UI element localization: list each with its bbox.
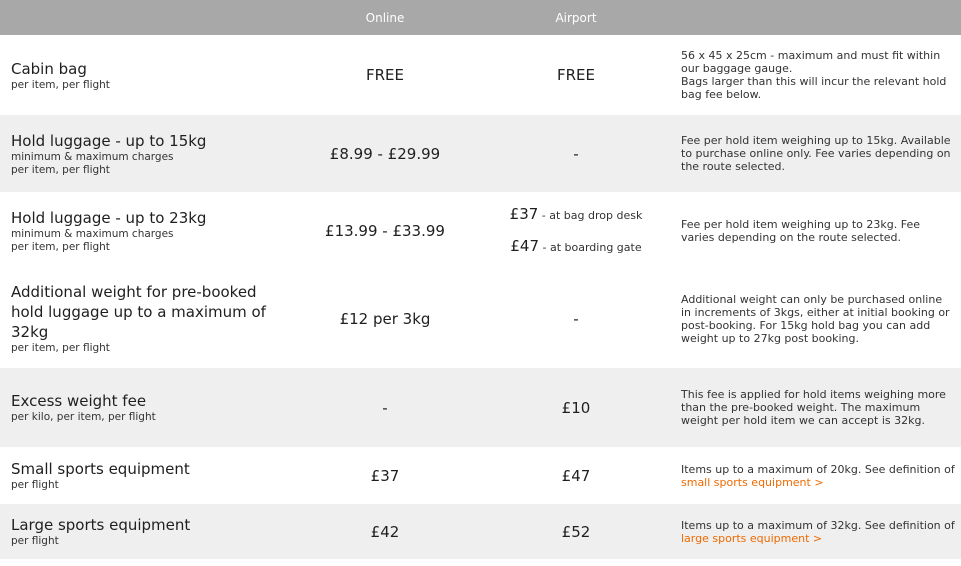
table-row-hold-15kg <box>0 115 961 192</box>
row-subtitle: per item, per flight <box>11 163 110 176</box>
online-price: £42 <box>370 522 400 541</box>
airport-price-line <box>480 199 672 231</box>
airport-price: - <box>573 309 579 328</box>
row-label <box>0 192 290 269</box>
row-label <box>0 368 290 447</box>
row-label <box>0 35 290 115</box>
row-title: Small sports equipment <box>11 460 190 478</box>
small-sports-equipment-link[interactable]: small sports equipment > <box>681 475 824 489</box>
row-title: Large sports equipment <box>11 516 191 534</box>
airport-price: £52 <box>561 522 591 541</box>
row-subtitle: per flight <box>11 535 59 547</box>
row-subtitle: minimum & maximum charges <box>11 227 174 240</box>
row-description: Additional weight can only be purchased online in increments of 3kgs, either at initial booking or post-booking. For 15kg hold bag you can add weight up to 27kg post booking. <box>681 292 950 345</box>
online-price: £37 <box>370 466 400 485</box>
row-subtitle: minimum & maximum charges <box>11 150 174 163</box>
row-label <box>0 115 290 192</box>
description-text: Items up to a maximum of 20kg. See definition of <box>681 462 955 476</box>
airport-price-value: £37 <box>509 204 539 223</box>
table-row-small-sports <box>0 447 961 504</box>
airport-prices <box>480 192 672 269</box>
header-online: Online <box>290 0 480 35</box>
header-description-blank <box>672 0 961 35</box>
online-price: - <box>382 398 388 417</box>
row-subtitle: per item, per flight <box>11 240 110 253</box>
airport-price: £47 <box>561 466 591 485</box>
online-price: £8.99 - £29.99 <box>329 144 441 163</box>
row-description <box>672 504 961 559</box>
description-line: Bags larger than this will incur the relevant hold bag fee below. <box>681 75 947 101</box>
row-title: Hold luggage - up to 15kg <box>11 131 207 150</box>
table-row-large-sports <box>0 504 961 559</box>
description-text: Items up to a maximum of 32kg. See definition of <box>681 518 955 532</box>
row-description: Fee per hold item weighing up to 23kg. Fee varies depending on the route selected. <box>681 217 920 244</box>
row-description: This fee is applied for hold items weighing more than the pre-booked weight. The maximum weight per hold item we can accept is 32kg. <box>681 388 946 427</box>
row-label <box>0 269 290 368</box>
table-row-additional-weight <box>0 269 961 368</box>
airport-price: £10 <box>561 398 591 417</box>
online-price: FREE <box>365 66 404 84</box>
airport-price-line <box>480 231 672 263</box>
airport-price-note: - at boarding gate <box>539 240 642 254</box>
airport-price: - <box>573 144 579 163</box>
airport-price: FREE <box>556 66 595 84</box>
airport-price-value: £47 <box>510 236 540 255</box>
row-subtitle: per item, per flight <box>11 78 110 91</box>
row-title: Cabin bag <box>11 59 87 78</box>
row-description: Fee per hold item weighing up to 15kg. Available to purchase online only. Fee varies depending on the route selected. <box>681 134 951 173</box>
table-row-cabin-bag <box>0 35 961 115</box>
row-label <box>0 447 290 504</box>
row-subtitle: per flight <box>11 479 59 491</box>
row-description <box>672 35 961 115</box>
table-header-row <box>0 0 961 35</box>
header-label-blank <box>0 0 290 35</box>
table-row-excess-weight <box>0 368 961 447</box>
row-subtitle: per item, per flight <box>11 342 110 354</box>
row-subtitle: per kilo, per item, per flight <box>11 411 156 423</box>
row-label <box>0 504 290 559</box>
row-title: Excess weight fee <box>11 392 147 410</box>
online-price: £13.99 - £33.99 <box>325 221 445 240</box>
row-title: Hold luggage - up to 23kg <box>11 208 207 227</box>
description-line: 56 x 45 x 25cm - maximum and must fit within our baggage gauge. <box>681 49 941 75</box>
row-description <box>672 447 961 504</box>
table-row-hold-23kg <box>0 192 961 269</box>
large-sports-equipment-link[interactable]: large sports equipment > <box>681 531 823 545</box>
airport-price-note: - at bag drop desk <box>538 208 643 222</box>
online-price: £12 per 3kg <box>339 309 431 328</box>
header-airport: Airport <box>480 0 672 35</box>
row-title: Additional weight for pre-booked hold luggage up to a maximum of 32kg <box>11 283 266 341</box>
